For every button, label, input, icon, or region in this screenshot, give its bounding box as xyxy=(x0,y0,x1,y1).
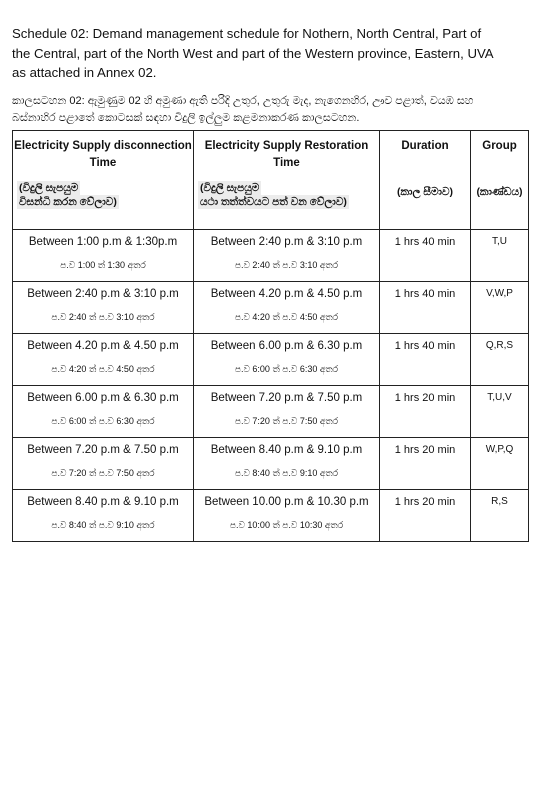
duration-value: 1 hrs 20 min xyxy=(394,496,456,508)
disconnection-time-en: Between 6.00 p.m & 6.30 p.m xyxy=(27,392,179,404)
table-row xyxy=(13,386,529,438)
group-cell xyxy=(471,230,529,282)
disconnection-cell xyxy=(13,438,194,490)
header-native-label: (විදුලි සැපයුම xyxy=(19,182,79,194)
group-value: R,S xyxy=(491,496,508,507)
group-cell xyxy=(471,438,529,490)
group-value: V,W,P xyxy=(486,288,513,299)
disconnection-time-en: Between 7.20 p.m & 7.50 p.m xyxy=(27,444,179,456)
restoration-time-si: ප.ව 10:00 ත් ප.ව 10:30 අතර xyxy=(229,520,344,530)
disconnection-time-si: ප.ව 1:00 ත් 1:30 අතර xyxy=(60,260,146,270)
duration-cell xyxy=(380,386,471,438)
disconnection-cell xyxy=(13,386,194,438)
restoration-time-si: ප.ව 2:40 ත් ප.ව 3:10 අතර xyxy=(234,260,339,270)
header-disconnection-time xyxy=(13,131,194,230)
disconnection-time-si: ප.ව 4:20 ත් ප.ව 4:50 අතර xyxy=(51,364,155,374)
disconnection-time-en: Between 4.20 p.m & 4.50 p.m xyxy=(27,340,179,352)
disconnection-time-en: Between 1:00 p.m & 1:30p.m xyxy=(28,236,178,248)
table-row xyxy=(13,334,529,386)
restoration-time-en: Between 8.40 p.m & 9.10 p.m xyxy=(210,444,363,456)
disconnection-time-en: Between 2:40 p.m & 3:10 p.m xyxy=(27,288,179,300)
disconnection-cell xyxy=(13,230,194,282)
duration-cell xyxy=(380,490,471,542)
header-title: Group xyxy=(482,140,517,152)
header-group xyxy=(471,131,529,230)
duration-value: 1 hrs 20 min xyxy=(394,392,456,404)
table-header-row xyxy=(13,131,529,230)
disconnection-time-si: ප.ව 7:20 ත් ප.ව 7:50 අතර xyxy=(51,468,155,478)
restoration-cell xyxy=(194,438,380,490)
table-row xyxy=(13,230,529,282)
group-value: T,U,V xyxy=(487,392,512,403)
header-native-label: (කාණ්ඩය) xyxy=(476,186,523,198)
restoration-time-si: ප.ව 6:00 ත් ප.ව 6:30 අතර xyxy=(234,364,339,374)
disconnection-time-en: Between 8.40 p.m & 9.10 p.m xyxy=(27,496,179,508)
restoration-cell xyxy=(194,490,380,542)
disconnection-cell xyxy=(13,334,194,386)
schedule-heading: Schedule 02: Demand management schedule for Nothern, North Central, Part of the Central, part of the North West and part of the Western province, Eastern, UVA as attached in Annex 02. xyxy=(12,26,493,80)
header-title: Electricity Supply Restoration Time xyxy=(204,140,369,169)
group-cell xyxy=(471,334,529,386)
restoration-time-si: ප.ව 4:20 ත් ප.ව 4:50 අතර xyxy=(234,312,339,322)
restoration-time-en: Between 4.20 p.m & 4.50 p.m xyxy=(210,288,363,300)
group-cell xyxy=(471,490,529,542)
table-row xyxy=(13,282,529,334)
disconnection-time-si: ප.ව 6:00 ත් ප.ව 6:30 අතර xyxy=(51,416,155,426)
group-value: Q,R,S xyxy=(485,340,514,351)
restoration-cell xyxy=(194,386,380,438)
schedule-table xyxy=(12,130,529,542)
restoration-time-en: Between 6.00 p.m & 6.30 p.m xyxy=(210,340,363,352)
restoration-cell xyxy=(194,334,380,386)
disconnection-time-si: ප.ව 2:40 ත් ප.ව 3:10 අතර xyxy=(51,312,155,322)
header-title: Electricity Supply disconnection Time xyxy=(14,140,192,169)
restoration-time-si: ප.ව 7:20 ත් ප.ව 7:50 අතර xyxy=(234,416,339,426)
schedule-subheading-sinhala: කාලසටහන 02: ඇමුණුම 02 හි අමුණා ඇති පරිදි උතුර, උතුරු මැද, නැගෙනහිර, ඌව පළාත්, වයඹ සහ බස්නාහිර පළාතේ කොටසක් සඳහා විදුලි ඉල්ලුම කළමනාකරණ කාලසටහන. xyxy=(12,95,474,124)
duration-value: 1 hrs 40 min xyxy=(394,288,456,300)
disconnection-cell xyxy=(13,490,194,542)
disconnection-time-si: ප.ව 8:40 ත් ප.ව 9:10 අතර xyxy=(51,520,155,530)
header-native-label: (කාල සීමාව) xyxy=(396,186,453,198)
restoration-time-en: Between 7.20 p.m & 7.50 p.m xyxy=(210,392,363,404)
group-cell xyxy=(471,282,529,334)
table-row xyxy=(13,438,529,490)
header-restoration-time xyxy=(194,131,380,230)
duration-value: 1 hrs 20 min xyxy=(394,444,456,456)
disconnection-cell xyxy=(13,282,194,334)
group-value: T,U xyxy=(492,236,507,247)
header-native-label: (විදුලි සැපයුම xyxy=(200,182,260,194)
duration-cell xyxy=(380,334,471,386)
header-duration xyxy=(380,131,471,230)
restoration-time-si: ප.ව 8:40 ත් ප.ව 9:10 අතර xyxy=(234,468,339,478)
duration-cell xyxy=(380,282,471,334)
header-title: Duration xyxy=(401,140,449,152)
table-row xyxy=(13,490,529,542)
restoration-cell xyxy=(194,282,380,334)
group-value: W,P,Q xyxy=(485,444,514,455)
duration-cell xyxy=(380,438,471,490)
duration-cell xyxy=(380,230,471,282)
header-native-label: යථා තත්ත්වයට පත් වන වේලාව) xyxy=(200,196,347,208)
duration-value: 1 hrs 40 min xyxy=(394,340,456,352)
duration-value: 1 hrs 40 min xyxy=(394,236,456,248)
restoration-time-en: Between 10.00 p.m & 10.30 p.m xyxy=(204,496,369,508)
header-native-label: විසන්ධි කරන වේලාව) xyxy=(19,196,117,208)
group-cell xyxy=(471,386,529,438)
restoration-time-en: Between 2:40 p.m & 3:10 p.m xyxy=(210,236,363,248)
restoration-cell xyxy=(194,230,380,282)
